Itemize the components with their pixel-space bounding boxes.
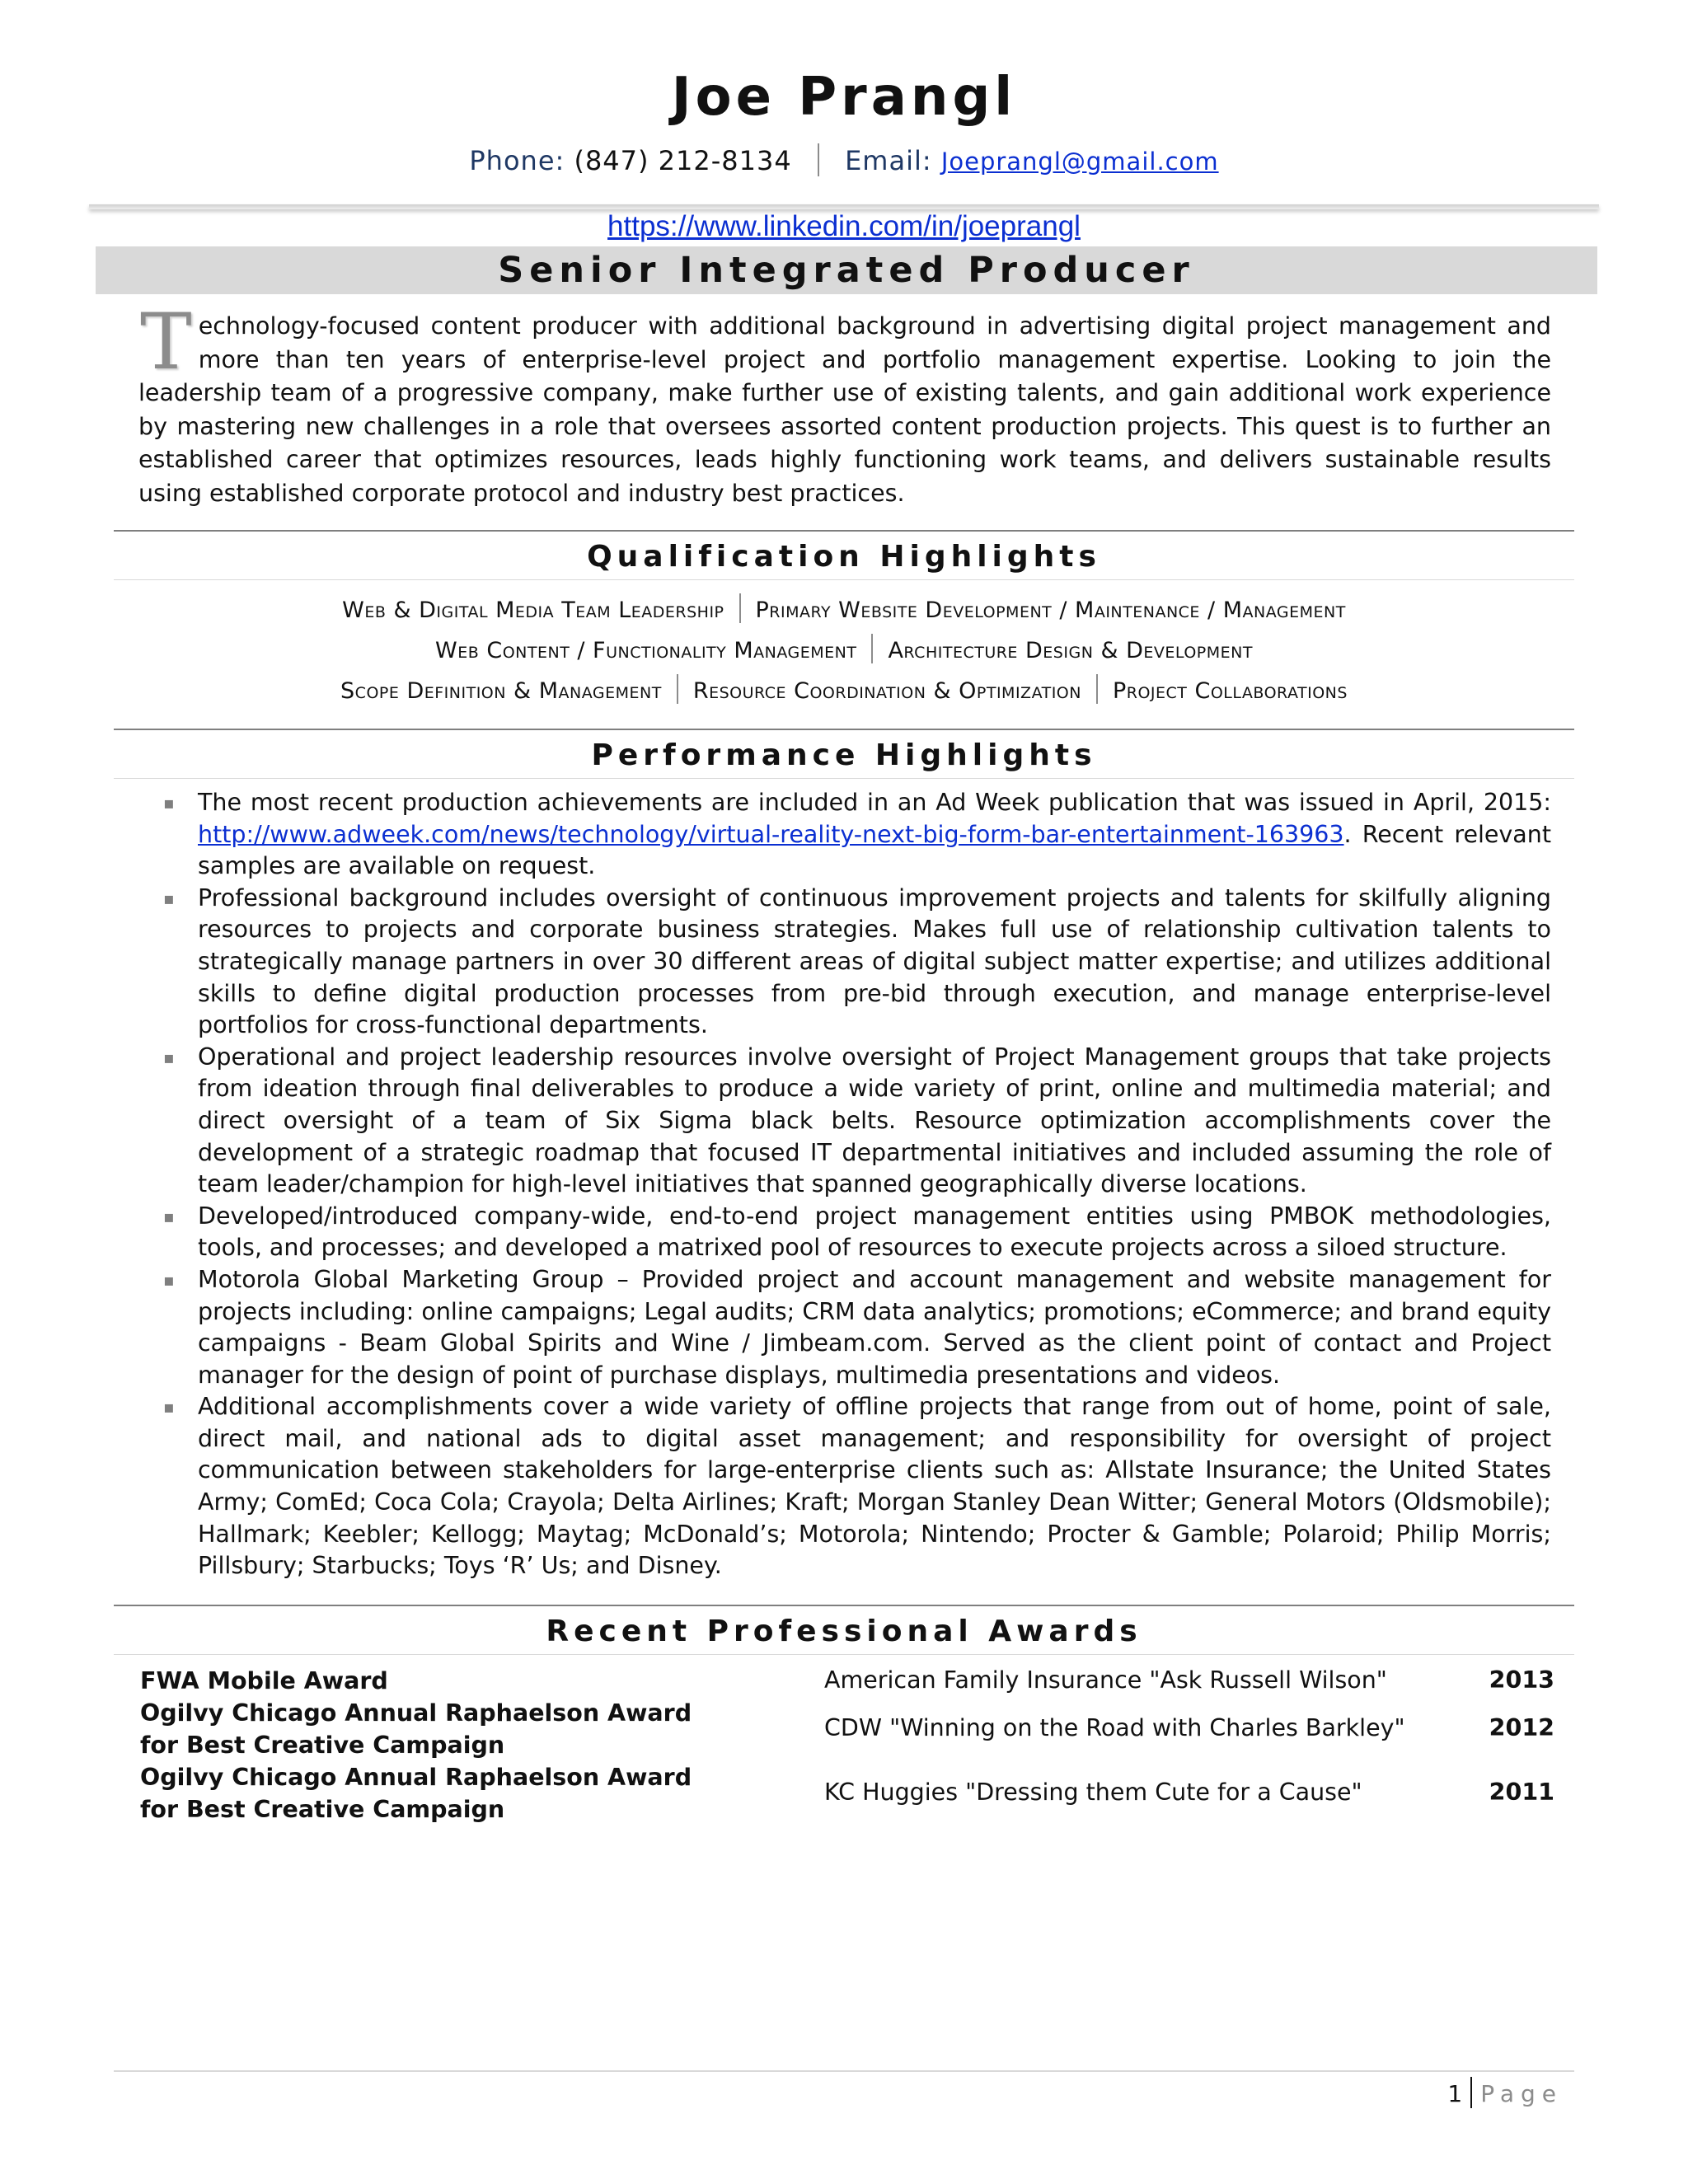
performance-list — [163, 787, 1551, 1582]
email-link[interactable]: Joeprangl@gmail.com — [940, 148, 1219, 176]
award-year: 2011 — [1489, 1779, 1554, 1806]
award-campaign-row — [824, 1664, 1554, 1697]
qualification-divider — [739, 593, 741, 623]
phone-number: (847) 212-8134 — [574, 145, 792, 176]
award-year: 2012 — [1489, 1714, 1554, 1741]
qualification-divider — [871, 634, 873, 663]
item-text: Professional background includes oversight of continuous improvement projects and talents for skilfully aligning resources to projects and corporate business strategies. Makes full use of relationship cultivation talents to strategically manage partners in over 30 different areas of digital subject matter expertise; and utilizes additional skills to define digital production processes from pre-bid through execution, and manage enterprise-level portfolios for cross-functional departments. — [198, 883, 1551, 1039]
adweek-link[interactable]: http://www.adweek.com/news/technology/virtual-reality-next-big-form-bar-entertainment-163963 — [198, 820, 1344, 848]
footer-divider — [1470, 2077, 1472, 2108]
list-item — [163, 1391, 1551, 1582]
award-name: FWA Mobile Award — [140, 1667, 388, 1694]
qualification-item: Architecture Design & Development — [888, 638, 1253, 663]
qualification-divider — [677, 674, 678, 704]
contact-divider — [818, 143, 819, 176]
award-campaign: CDW "Winning on the Road with Charles Barkley" — [824, 1714, 1405, 1741]
qualification-item: Primary Website Development / Maintenance / Management — [755, 598, 1346, 623]
item-text: The most recent production achievements are included in an Ad Week publication that was issued in April, 2015: — [198, 789, 1551, 816]
qualification-row — [0, 674, 1688, 708]
item-text: Motorola Global Marketing Group – Provided project and account management and website management for projects including: online campaigns; Legal audits; CRM data analytics; promotions; eCommerce; and brand equity campaigns - Beam Global Spirits and Wine / Jimbeam.com. Served as the client point of contact and Project manager for the design of point of purchase displays, multimedia presentations and videos. — [198, 1265, 1551, 1389]
page-number: 1 — [1447, 2080, 1463, 2107]
summary-dropcap: T — [140, 298, 192, 387]
summary-paragraph — [138, 298, 1551, 510]
bullet-icon: ▪ — [163, 1269, 175, 1290]
job-title: Senior Integrated Producer — [498, 250, 1195, 291]
performance-heading: Performance Highlights — [114, 729, 1574, 779]
awards-heading: Recent Professional Awards — [114, 1605, 1574, 1655]
bullet-icon: ▪ — [163, 1206, 175, 1226]
list-item — [163, 1201, 1551, 1264]
list-item — [163, 1042, 1551, 1201]
award-year: 2013 — [1489, 1666, 1554, 1694]
awards-names — [140, 1665, 734, 1825]
qualification-item: Scope Definition & Management — [340, 678, 662, 704]
award-campaign-row — [824, 1776, 1554, 1809]
item-text: Additional accomplishments cover a wide variety of offline projects that range from out of home, point of sale, direct mail, and national ads to digital asset management; and responsibility for oversight of project communication between stakeholders for large-enterprise clients such as: Allstate Insurance; the United States Army; ComEd; Coca Cola; Crayola; Delta Airlines; Kraft; Morgan Stanley Dean Witter; General Motors (Oldsmobile); Hallmark; Keebler; Kellogg; Maytag; McDonald’s; Motorola; Nintendo; Procter & Gamble; Polaroid; Philip Morris; Pillsbury; Starbucks; Toys ‘R’ Us; and Disney. — [198, 1393, 1551, 1580]
award-name: Ogilvy Chicago Annual Raphaelson Award for Best Creative Campaign — [140, 1764, 692, 1823]
list-item — [163, 1264, 1551, 1391]
linkedin-link[interactable]: https://www.linkedin.com/in/joeprangl — [607, 210, 1081, 242]
list-item — [163, 883, 1551, 1042]
item-text: . Recent relevant samples are available on request. — [198, 820, 1551, 880]
phone-label: Phone: — [469, 145, 565, 176]
footer-rule — [114, 2070, 1574, 2072]
bullet-icon: ▪ — [163, 1047, 175, 1067]
summary-text: echnology-focused content producer with additional background in advertising digital project management and more than ten years of enterprise-level project and portfolio management expertise. Looking to join the leadership team of a progressive company, make further use of existing talents, and gain additional work experience by mastering new challenges in a role that oversees assorted content production projects. This quest is to further an established career that optimizes resources, leads highly functioning work teams, and delivers sustainable results using established corporate protocol and industry best practices. — [138, 312, 1551, 507]
qualification-item: Web & Digital Media Team Leadership — [342, 598, 724, 623]
award-campaign: KC Huggies "Dressing them Cute for a Cause" — [824, 1779, 1362, 1806]
award-campaign-row — [824, 1712, 1554, 1745]
candidate-name: Joe Prangl — [671, 67, 1017, 128]
qualification-item: Resource Coordination & Optimization — [692, 678, 1081, 704]
item-text: Operational and project leadership resources involve oversight of Project Management groups that take projects from ideation through final deliverables to produce a wide variety of print, online and multimedia material; and direct oversight of a team of Six Sigma black belts. Resource optimization accomplishments cover the development of a strategic roadmap that focused IT departmental initiatives and included assuming the role of team leader/champion for high-level initiatives that spanned geographically diverse locations. — [198, 1043, 1551, 1198]
award-campaign: American Family Insurance "Ask Russell Wilson" — [824, 1666, 1387, 1694]
contact-line — [0, 142, 1688, 180]
bullet-icon: ▪ — [163, 1397, 175, 1418]
email-label: Email: — [845, 145, 932, 176]
list-item — [163, 787, 1551, 883]
qualification-item: Web Content / Functionality Management — [435, 638, 857, 663]
page-label: Page — [1480, 2080, 1563, 2107]
qualification-item: Project Collaborations — [1112, 678, 1348, 704]
title-bar — [96, 246, 1597, 294]
qualification-heading: Qualification Highlights — [114, 530, 1574, 580]
item-text: Developed/introduced company-wide, end-to-end project management entities using PMBOK methodologies, tools, and processes; and developed a matrixed pool of resources to execute projects across a siloed structure. — [198, 1202, 1551, 1262]
qualification-row — [0, 634, 1688, 668]
bullet-icon: ▪ — [163, 793, 175, 813]
page-footer — [1447, 2077, 1563, 2111]
qualification-divider — [1096, 674, 1098, 704]
bullet-icon: ▪ — [163, 888, 175, 908]
qualification-row — [0, 593, 1688, 627]
award-name: Ogilvy Chicago Annual Raphaelson Award for Best Creative Campaign — [140, 1699, 692, 1759]
